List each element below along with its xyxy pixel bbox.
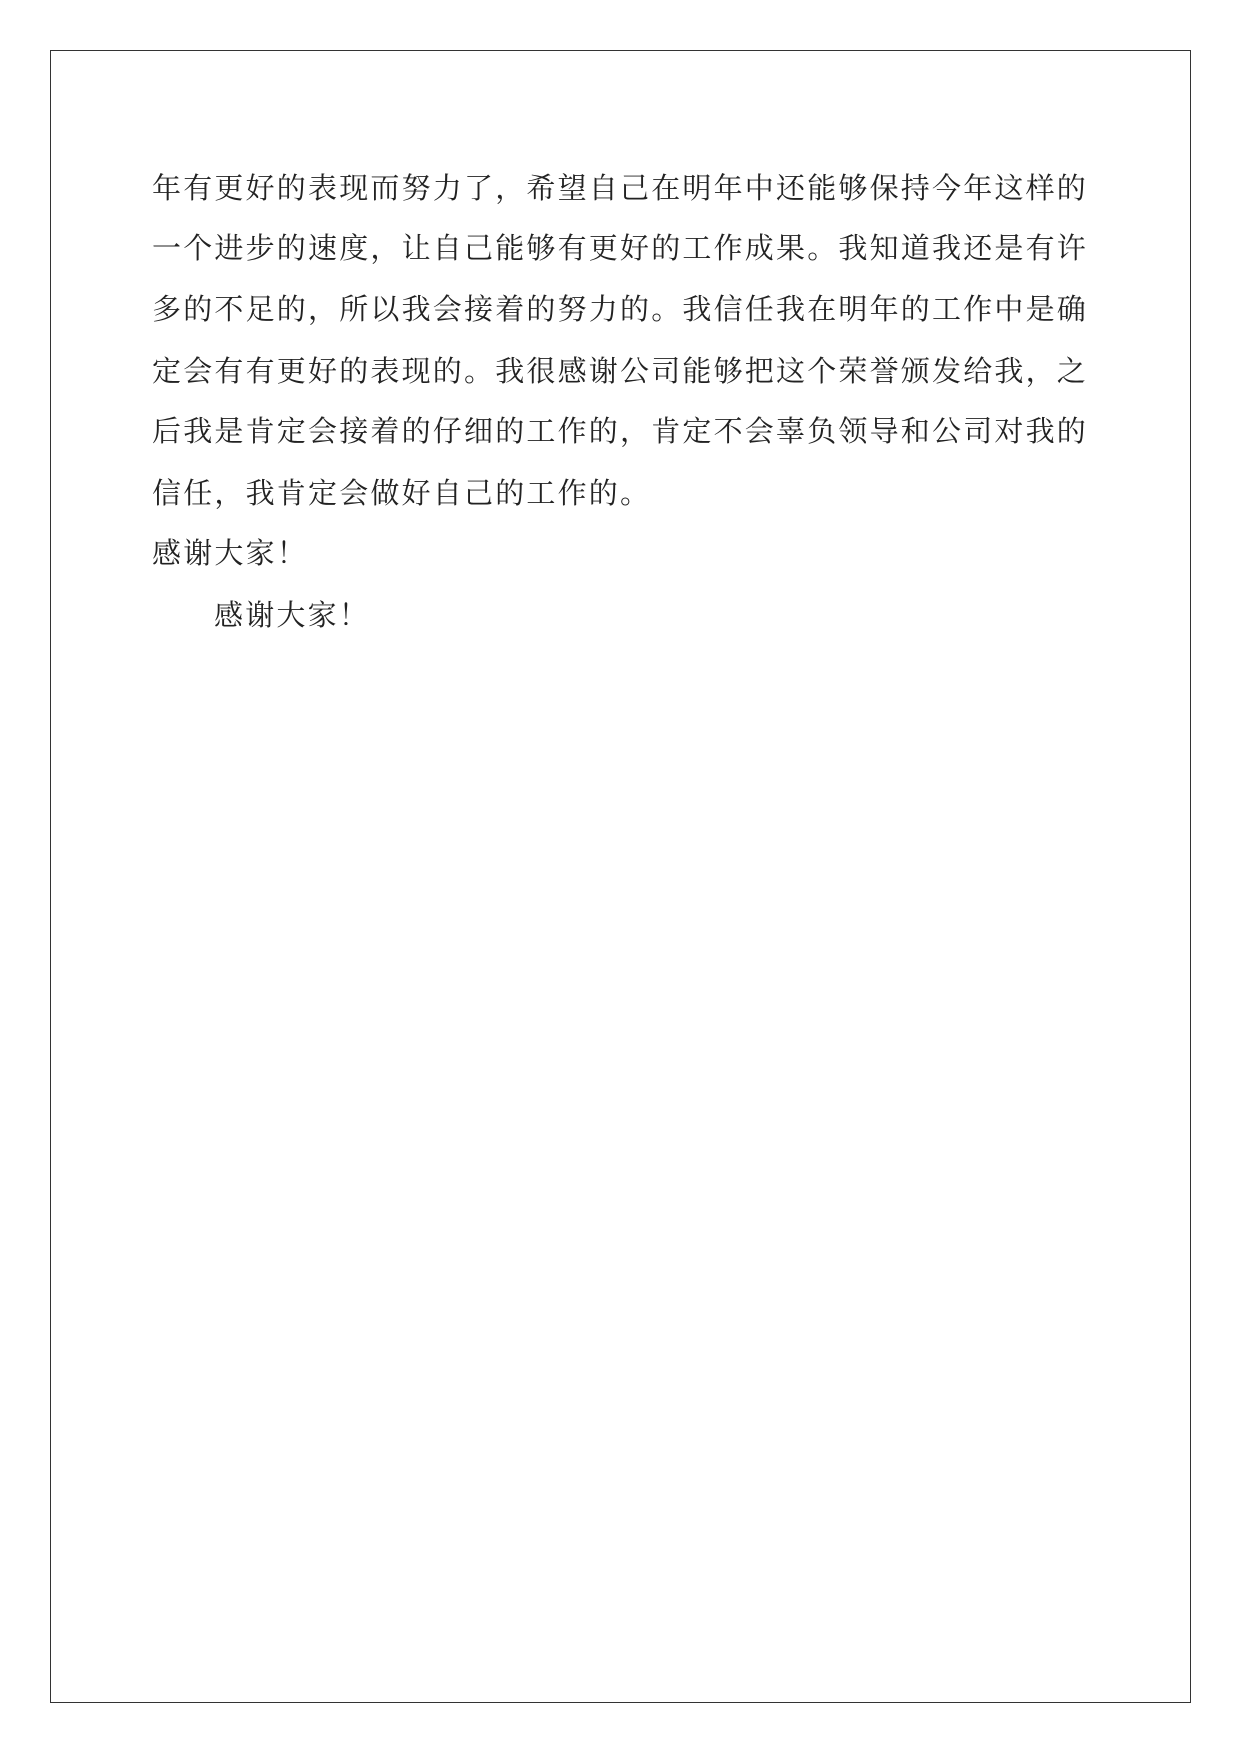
paragraph-line: 信任，我肯定会做好自己的工作的。 xyxy=(152,476,652,510)
closing-line: 感谢大家！ xyxy=(214,598,371,632)
paragraph-line: 一个进步的速度，让自己能够有更好的工作成果。我知道我还是有许 xyxy=(152,231,1089,265)
paragraph-line: 多的不足的，所以我会接着的努力的。我信任我在明年的工作中是确 xyxy=(152,292,1089,326)
paragraph-line: 后我是肯定会接着的仔细的工作的，肯定不会辜负领导和公司对我的 xyxy=(152,414,1089,448)
paragraph-line: 感谢大家！ xyxy=(152,536,309,570)
paragraph-line: 定会有有更好的表现的。我很感谢公司能够把这个荣誉颁发给我，之 xyxy=(152,354,1089,388)
paragraph-line: 年有更好的表现而努力了，希望自己在明年中还能够保持今年这样的 xyxy=(152,171,1089,205)
